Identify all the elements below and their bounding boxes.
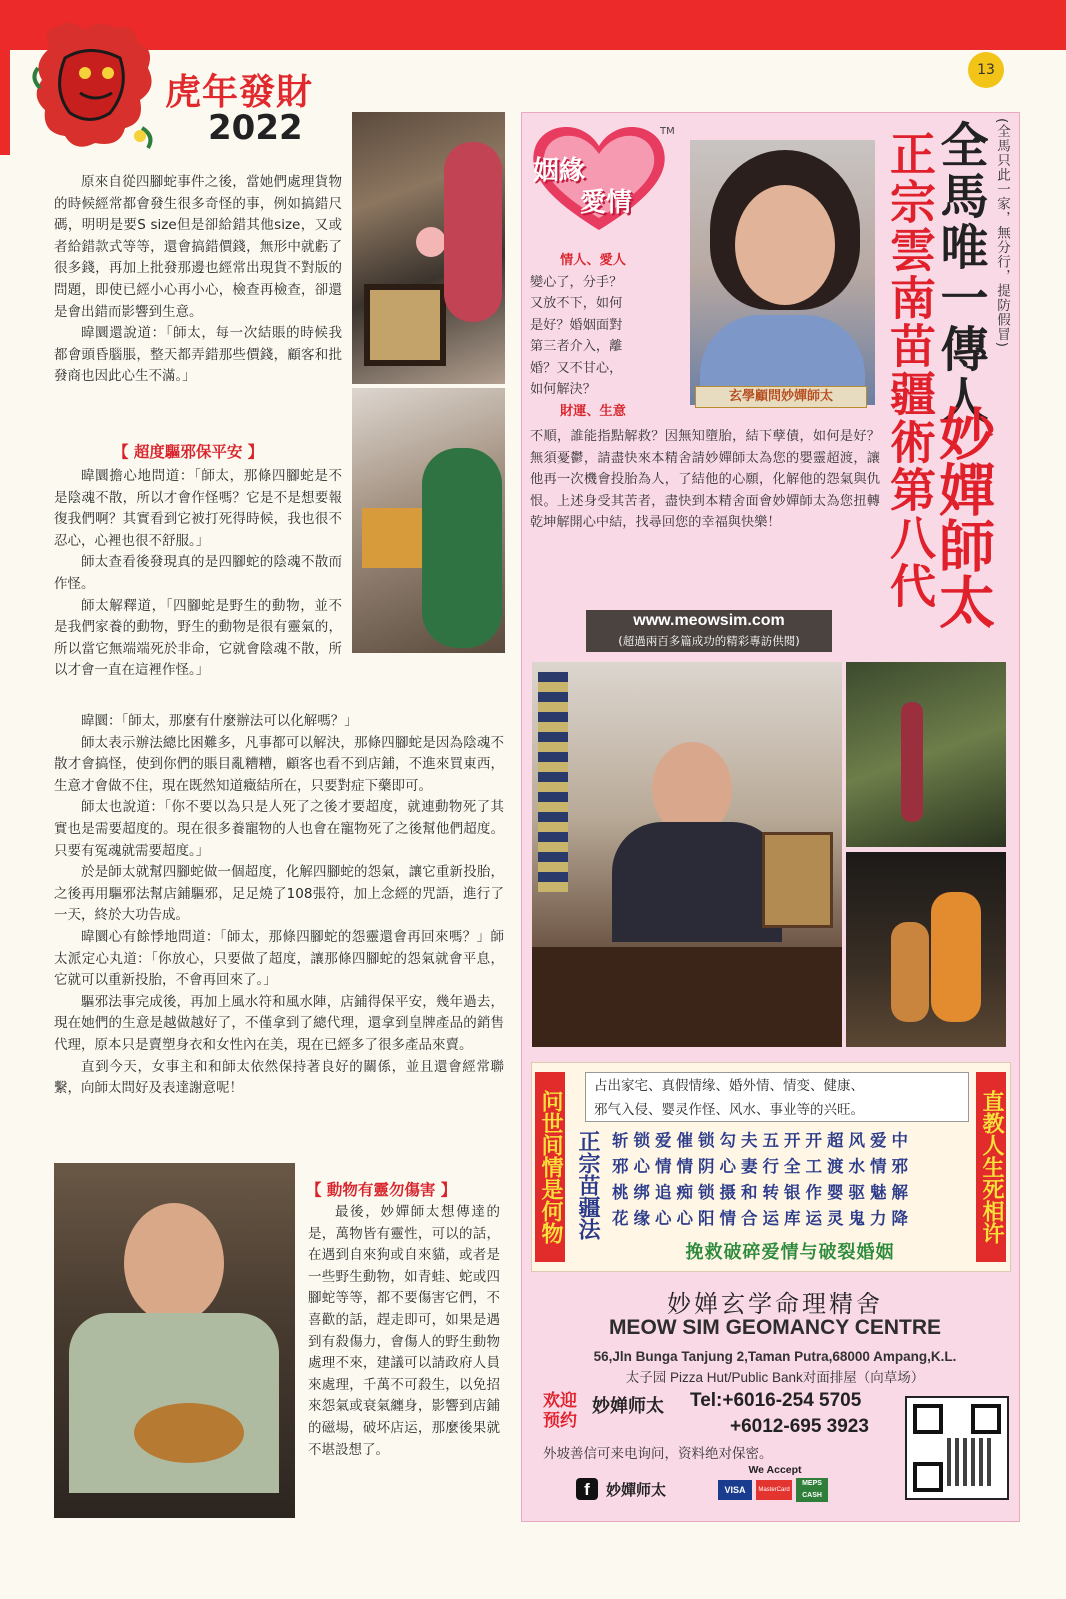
master-name: 妙婵师太 [592,1396,664,1417]
spell-row: 邪心情情阴心妻行全工渡水情邪 [612,1157,913,1176]
paragraph: 直到今天，女事主和和師太依然保持著良好的關係，並且還會經常聯繫，向師太問好及表達謝意呢！ [54,1058,504,1097]
ad-line: 是好？婚姻面對 [530,317,623,333]
ad-line: 如何解決？ [530,382,596,397]
desk [532,947,842,1047]
tiger-logo-icon [30,18,160,158]
ritual-photo-1 [352,112,505,384]
centre-name-cn: 妙婵玄学命理精舍 [667,1290,883,1318]
portrait-caption: 玄學顧問妙嬋師太 [695,386,867,408]
paragraph: 原來自從四腳蛇事件之後，當她們處理貨物的時候經常都會發生很多奇怪的事，例如搞錯尺碼，明明是要S size但是卻給錯其他size，又或者給錯款式等等，還會搞錯價錢，無形中就虧了很多錢，再加上批發那邊也經常出現貨不對版的問題，即使已經小心再小心，檢查再檢查，卻還是會出錯而影響到生意。 [54,174,342,320]
phone-1[interactable]: Tel:+6016-254 5705 [690,1390,862,1411]
monk-photo [846,852,1006,1047]
trademark: TM [660,126,675,137]
welcome-line: 预约 [543,1411,577,1431]
paragraph: 師太也說道：「你不要以為只是人死了之後才要超度，就連動物死了其實也是需要超度的。現在很多養寵物的人也會在寵物死了之後幫他們超度。只要有冤魂就需要超度。」 [54,799,504,859]
headline-lineage: 正宗雲南苗疆術第八代 [883,130,937,610]
subheading-exorcism: 【 超度驅邪保平安 】 [113,443,264,461]
website-link[interactable]: www.meowsim.com [633,612,785,629]
ritual-photo-2 [352,388,505,653]
paragraph: 暐圜擔心地問道：「師太，那條四腳蛇是不是陰魂不散，所以才會作怪嗎？它是不是想要報復我們啊？其實看到它被打死得時候，我也很不忍心，心裡也很不舒服。」 [54,468,342,549]
face-figure [735,185,835,305]
services-box [585,1072,969,1122]
facebook-name[interactable]: 妙嬋师太 [606,1481,667,1499]
spell-row: 斩锁爱催锁勾夫五开开超风爱中 [612,1131,913,1150]
paragraph: 於是師太就幫四腳蛇做一個超度，化解四腳蛇的怨氣，讓它重新投胎，之後再用驅邪法幫店鋪驅邪，足足燒了108張符，加上念經的咒語，進行了一天，終於大功告成。 [54,864,504,924]
address-block [540,1346,1010,1388]
ad-line: 又放不下，如何 [530,296,623,311]
mastercard-icon: MasterCard [756,1480,792,1500]
article-block-3 [54,711,504,1100]
master-photo-turtle [54,1163,295,1518]
right-vertical-banner: 直教人生死相许 [976,1072,1006,1262]
paragraph: 暐圜還說道：「師太，每一次結賬的時候我都會頭昏腦脹，整天都弄錯那些價錢，顧客和批發商也因此心生不滿。」 [54,325,342,385]
authentic-label: 正宗苗疆法 [575,1130,600,1240]
woman-figure [891,922,929,1022]
page-title: 虎年發財 [165,71,314,113]
spell-grid [612,1128,913,1232]
talisman-frame [364,284,446,366]
forest-photo [846,662,1006,847]
heart-sticker-icon [416,227,446,257]
qr-code-icon[interactable] [905,1396,1009,1500]
master-photo-office [532,662,842,1047]
slogan: 挽救破碎爱情与破裂婚姻 [685,1242,895,1263]
page-year: 2022 [208,108,303,148]
ad-line: 變心了，分手？ [530,274,623,290]
spell-row: 桃绑追痴锁摄和转银作婴驱魅解 [612,1183,913,1202]
side-note: (全馬只此一家，無分行，提防假冒) [994,118,1010,349]
article-block-4 [308,1202,500,1461]
paragraph: 暐圜：「師太，那麼有什麼辦法可以化解嗎？」 [81,713,358,729]
ad-line: 情人、愛人 [560,253,626,268]
left-red-bar [0,50,10,155]
centre-name-en: MEOW SIM GEOMANCY CENTRE [608,1316,942,1339]
services-line: 邪气入侵、婴灵作怪、风水、事业等的兴旺。 [594,1102,864,1118]
face-figure [124,1203,224,1323]
url-note: (超過兩百多篇成功的精彩專訪供閱) [618,634,800,648]
paragraph: 暐圜心有餘悸地問道：「師太，那條四腳蛇的怨靈還會再回來嗎？」師太派定心丸道：「你放心，只要做了超度，讓那條四腳蛇的怨氣就會平息，它就可以重新投胎，不會再回來了。」 [54,928,504,989]
ad-line: 第三者介入，離 [530,339,623,354]
phone-2[interactable]: +6012-695 3923 [730,1416,869,1437]
visa-icon: VISA [718,1480,752,1500]
paragraph: 驅邪法事完成後，再加上風水符和風水陣，店鋪得保平安，幾年過去，現在她們的生意是越做越好了，不僅拿到了總代理，還拿到皇牌產品的銷售代理，原本只是賣塑身衣和女性內在美，現在已經多了很多產品來賣。 [54,993,504,1053]
article-block-1 [54,172,342,388]
meps-cash-icon: MEPS CASH [796,1478,828,1502]
address-note: 太子园 Pizza Hut/Public Bank对面排屋（向草场） [625,1370,925,1385]
headline-heir: 全馬唯一傳人 [932,120,988,426]
spell-row: 花缘心心阳情合运库运灵鬼力降 [612,1209,913,1228]
welcome-label [543,1391,577,1431]
heart-text-1: 姻緣 [533,156,586,186]
compass-book [762,832,833,928]
page-number: 13 [968,52,1004,88]
figure [901,702,923,822]
overseas-note: 外坡善信可来电询问，资料绝对保密。 [543,1446,773,1462]
paragraph: 師太解釋道，「四腳蛇是野生的動物，並不是我們家養的動物，野生的動物是很有靈氣的，所以當它無端端死於非命，它就會陰魂不散，所以才會一直在這裡作怪。」 [54,597,342,679]
facebook-icon[interactable]: f [576,1478,598,1500]
wall-hanging [538,672,568,892]
paragraph: 師太表示辦法總比困難多，凡事都可以解決，那條四腳蛇是因為陰魂不散才會搞怪，使到你們的賬目亂糟糟，顧客也看不到店鋪，不進來買東西，生意才會做不住，現在既然知道癥結所在，只要對症下藥即可。 [54,734,504,794]
headline-master-name: 妙嬋師太 [930,405,995,629]
woman-figure [444,142,502,322]
services-line: 占出家宅、真假情缘、婚外情、情变、健康、 [594,1078,864,1094]
dress-figure [612,822,782,942]
paragraph: 師太查看後發現真的是四腳蛇的陰魂不散而作怪。 [54,554,342,592]
we-accept-label: We Accept [748,1464,802,1476]
monk-figure [931,892,981,1022]
welcome-line: 欢迎 [543,1391,577,1411]
left-vertical-banner: 问世间情是何物 [535,1072,565,1262]
paragraph: 最後，妙嬋師太想傳達的是，萬物皆有靈性，可以的話，在遇到自來狗或自來貓，或者是一些野生動物，如青蛙、蛇或四腳蛇等等，都不要傷害它們，不喜歡的話，趕走即可，如果是遇到有殺傷力，會傷人的野生動物處理不來，建議可以請政府人員來處理，千萬不可殺生，以免招來怨氣或衰氣纏身，影響到店鋪的磁場，破坏店运，那麼後果就不堪設想了。 [308,1204,500,1458]
ad-lines [530,250,685,422]
ad-body: 不順，誰能指點解救？因無知墮胎，結下孽債，如何是好？無須憂鬱，請盡快來本精舍請妙嬋師太為您的嬰靈超渡，讓他再一次機會投胎為人，了結他的心願，化解他的怨氣與仇恨。上述身受其苦者，盡快到本精舍面會妙嬋師太為您扭轉乾坤解開心中結，找尋回您的幸福與快樂！ [530,429,880,530]
master-portrait [690,140,875,405]
ad-line: 財運、生意 [560,403,626,419]
article-block-2 [54,466,342,682]
heart-text-2: 愛情 [580,188,633,218]
ad-line: 婚？又不甘心， [530,360,623,376]
turtle-shell [134,1403,244,1463]
address: 56,Jln Bunga Tanjung 2,Taman Putra,68000 Ampang,K.L. [593,1349,957,1364]
subheading-animals: 【 動物有靈勿傷害 】 [306,1181,457,1199]
woman-figure [422,448,502,648]
